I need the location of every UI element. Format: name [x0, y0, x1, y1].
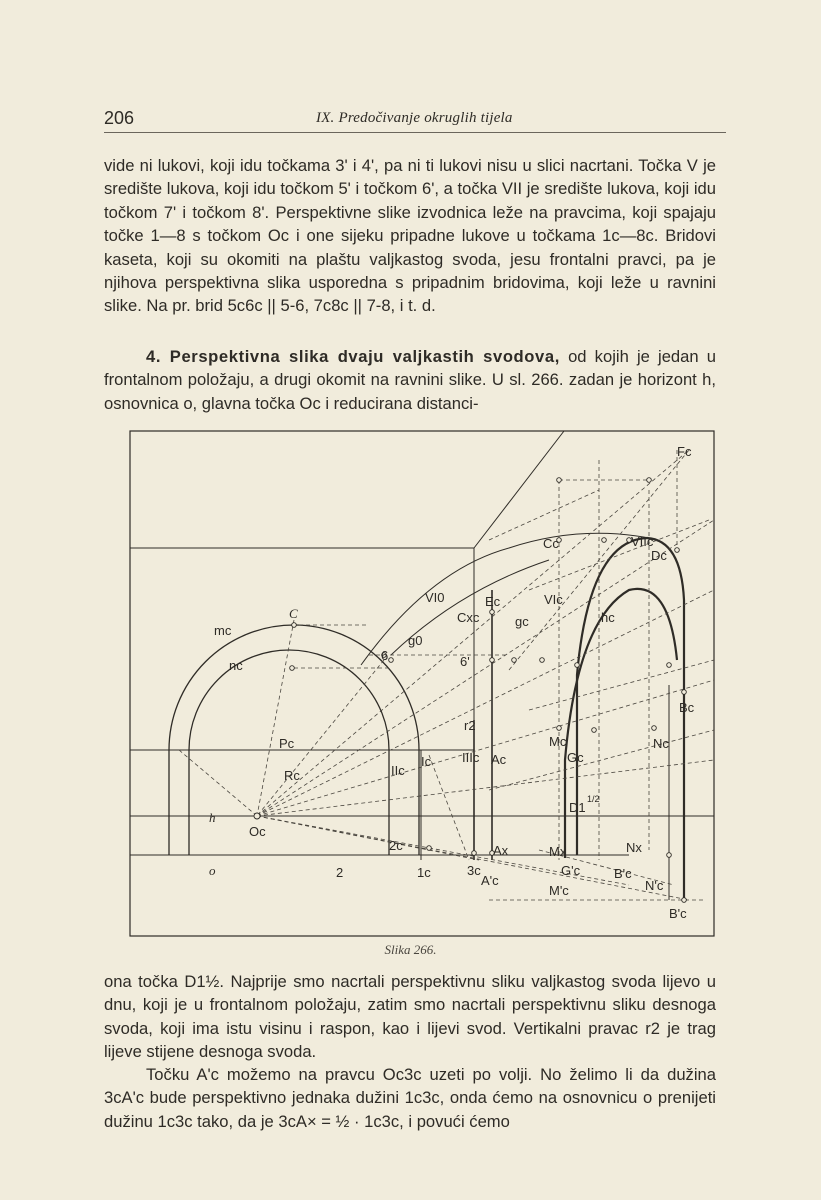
label-Ac: Ac	[491, 752, 507, 767]
geometric-drawing	[129, 430, 715, 938]
label-g0: g0	[408, 633, 423, 648]
label-o: o	[209, 863, 216, 878]
label-half: 1/2	[587, 794, 600, 804]
page-header	[104, 106, 726, 133]
label-Pc: Pc	[279, 736, 295, 751]
label-Apc: A'c	[481, 873, 499, 888]
label-Npc: N'c	[645, 878, 664, 893]
label-Oc: Oc	[249, 824, 266, 839]
label-3c: 3c	[467, 863, 481, 878]
paragraph-2	[104, 345, 716, 415]
label-Cxc: Cxc	[457, 610, 480, 625]
label-Nc: Nc	[653, 736, 669, 751]
label-6-prime: 6'	[460, 654, 470, 669]
label-1c: 1c	[417, 865, 431, 880]
figure-caption: Slika 266.	[384, 942, 437, 957]
label-VIc: VIc	[544, 592, 563, 607]
label-D1: D1	[569, 800, 586, 815]
paragraph-1: vide ni lukovi, koji idu točkama 3' i 4', pa ni ti lukovi nisu u slici nacrtani. Točka V je središte lukova, koji idu točkom 5' i točkom 6', a točka VII je središte lukova, koji idu točkom 7' i točkom 8'. Perspektivne slike izvodnica leže na pravcima, koji spajaju točke 1—8 s točkom Oc i one sijeku pripadne lukove u točkama 1c—8c. Bridovi kaseta, koji su okomiti na plaštu valjkastog svoda, jesu frontalni pravci, pa je njihova perspektivna slika usporedna s pripadnim bridovima, koji leže u ravnini slike. Na pr. brid 5c6c || 5-6, 7c8c || 7-8, i t. d.	[104, 156, 716, 316]
label-IIc: IIc	[391, 763, 405, 778]
label-gc: gc	[515, 614, 529, 629]
label-2c: 2c	[389, 838, 403, 853]
label-Dc: Dc	[651, 548, 667, 563]
paragraph-4: Točku A'c možemo na pravcu Oc3c uzeti po volji. No želimo li da dužina 3cA'c bude perspektivno jednaka dužini 1c3c, onda ćemo na osnovnicu o prenijeti dužinu 1c3c tako, da je 3cA× = ½ · 1c3c, i povući ćemo	[104, 1065, 716, 1131]
label-Fc: Fc	[677, 444, 692, 459]
label-Bc: Bc	[679, 700, 695, 715]
label-Gpc: G'c	[561, 863, 581, 878]
label-Ic: Ic	[421, 754, 432, 769]
label-r2: r2	[464, 718, 476, 733]
label-Cc: Cc	[543, 536, 559, 551]
label-hc: hc	[601, 610, 615, 625]
label-VIIc: VIIc	[631, 534, 654, 549]
figure-266	[129, 430, 715, 938]
label-VI0: VI0	[425, 590, 445, 605]
running-title: IX. Predočivanje okruglih tijela	[316, 110, 513, 126]
label-IIIc: IIIc	[462, 750, 480, 765]
label-Mc: Mc	[549, 734, 567, 749]
label-Nx: Nx	[626, 840, 642, 855]
label-nc: nc	[229, 658, 243, 673]
label-Ec: Ec	[485, 594, 501, 609]
label-mc: mc	[214, 623, 232, 638]
label-Gc: Gc	[567, 750, 584, 765]
receding-arch-inner	[565, 589, 677, 858]
label-6: 6	[381, 648, 389, 663]
label-Mx: Mx	[549, 844, 567, 859]
frontal-arch-inner	[189, 650, 389, 855]
label-Mpc: M'c	[549, 883, 569, 898]
paragraph-2-body: od kojih je jedan u frontalnom položaju, a drugi okomit na ravnini slike. U sl. 266. zadan je horizont h, osnovnica o, glavna točka Oc i reducirana distanci-	[104, 347, 716, 413]
label-Bpc: B'c	[614, 866, 632, 881]
page-number: 206	[104, 108, 135, 128]
label-Rc: Rc	[284, 768, 300, 783]
label-Ax: Ax	[493, 843, 509, 858]
label-h: h	[209, 810, 216, 825]
label-2: 2	[336, 865, 344, 880]
paragraph-3: ona točka D1½. Najprije smo nacrtali perspektivnu sliku valjkastog svoda lijevo u dnu, koji je u frontalnom položaju, zatim smo nacrtali perspektivnu sliku desnoga svoda, koji ima istu visinu i raspon, kao i lijevi svod. Vertikalni pravac r2 je trag lijeve stijene desnoga svoda.	[104, 972, 716, 1062]
label-Bppc: B'c	[669, 906, 687, 921]
section-heading: 4. Perspektivna slika dvaju valjkastih svodova,	[146, 347, 560, 366]
label-C: C	[289, 606, 298, 621]
